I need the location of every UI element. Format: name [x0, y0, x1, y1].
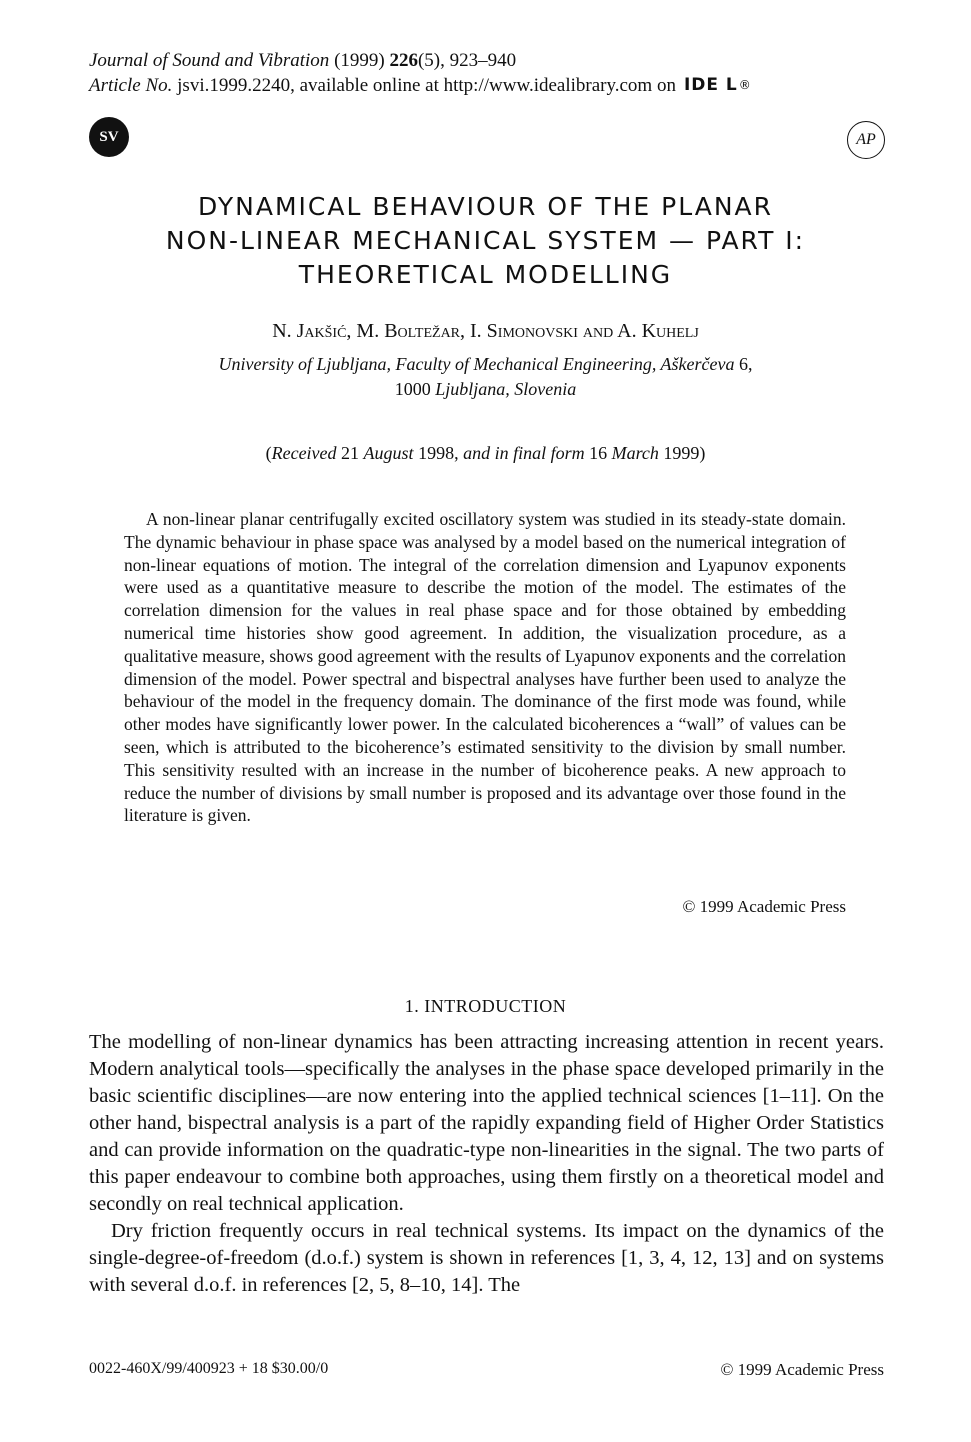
ap-logo-text: AP	[856, 131, 876, 148]
journal-year: (1999)	[334, 50, 385, 71]
footer-code: 0022-460X/99/400923 + 18 $30.00/0	[89, 1360, 329, 1377]
title-line: DYNAMICAL BEHAVIOUR OF THE PLANAR	[197, 192, 774, 221]
received-dates	[0, 443, 971, 464]
journal-citation	[89, 48, 752, 73]
affiliation-number: 6,	[739, 354, 753, 374]
ap-logo-icon	[847, 121, 885, 159]
paragraph: Dry friction frequently occurs in real technical systems. Its impact on the dynamics of the single-degree-of-freedom (d.o.f.) system is shown in references [1, 3, 4, 12, 13] and on systems with several d.o.f. in references [2, 5, 8–10, 14]. The	[89, 1220, 884, 1296]
section-heading: 1. INTRODUCTION	[404, 996, 567, 1016]
affiliation-line-1	[0, 352, 971, 377]
paragraph: The modelling of non-linear dynamics has been attracting increasing attention in recent years. Modern analytical tools—specifically the analyses in the phase space developed primarily in the basic scientific disciplines—are now entering into the applied technical sciences [1–11]. On the other hand, bispectral analysis is a part of the rapidly expanding field of Higher Order Statistics and can provide information on the quadratic-type non-linearities in the signal. The two parts of this paper endeavour to combine both approaches, using them firstly on a theoretical model and secondly on real technical application.	[89, 1031, 884, 1215]
journal-name: Journal of Sound and Vibration	[89, 50, 330, 71]
sv-seal-icon	[89, 117, 129, 157]
title-line: THEORETICAL MODELLING	[298, 260, 673, 289]
affiliation-postcode: 1000	[394, 379, 431, 399]
journal-volume: 226	[389, 50, 418, 71]
ideal-logo-text: IDE L	[683, 75, 738, 95]
affiliation	[0, 352, 971, 402]
journal-issue-pages: (5), 923–940	[417, 50, 517, 71]
affiliation-city: Ljubljana, Slovenia	[435, 379, 577, 399]
final-day: 16	[589, 443, 608, 463]
received-open: (	[265, 443, 272, 463]
affiliation-institution: University of Ljubljana, Faculty of Mechanical Engineering, Aškerčeva	[218, 354, 735, 374]
final-year: 1999)	[663, 443, 706, 463]
author-list: N. Jakšić, M. Boltežar, I. Simonovski and A. Kuhelj	[272, 320, 699, 342]
abstract-copyright: © 1999 Academic Press	[682, 897, 846, 916]
received-label: Received	[271, 443, 337, 463]
affiliation-line-2	[0, 377, 971, 402]
body-text	[89, 1029, 884, 1299]
received-month: August	[363, 443, 414, 463]
paper-title	[0, 190, 971, 292]
final-form-label: and in final form	[463, 443, 585, 463]
footer-copyright: © 1999 Academic Press	[720, 1360, 884, 1379]
journal-header	[89, 48, 752, 98]
article-text: jsvi.1999.2240, available online at http://www.idealibrary.com on	[177, 75, 676, 96]
received-year: 1998,	[418, 443, 459, 463]
abstract: A non-linear planar centrifugally excited oscillatory system was studied in its steady-state domain. The dynamic behaviour in phase space was analysed by a model based on the numerical integration of non-linear equations of motion. The integral of the correlation dimension and Lyapunov exponents were used as a quantitative measure to describe the motion of the model. The estimates of the correlation dimension for the values in real phase space and for those obtained by embedding numerical time histories show good agreement. In addition, the visualization procedure, as a qualitative measure, shows good agreement with the results of Lyapunov exponents and the correlation dimension of the model. Power spectral and bispectral analyses have further been used to analyze the behaviour of the model in the frequency domain. The dominance of the first mode was found, while other modes have significantly lower power. In the calculated bicoherences a “wall” of values can be seen, which is attributed to the bicoherence’s estimated sensitivity to the division by small number. This sensitivity resulted with an increase in the number of bicoherence peaks. A new approach to reduce the number of divisions by small number is proposed and its advantage over those found in the literature is given.	[124, 509, 846, 826]
article-label: Article No.	[89, 75, 173, 96]
ideal-registered-mark: ®	[738, 78, 752, 92]
article-line	[89, 73, 752, 98]
sv-logo-text: SV	[99, 128, 119, 145]
received-day: 21	[341, 443, 360, 463]
ideal-logo-icon	[684, 73, 752, 98]
title-line: NON-LINEAR MECHANICAL SYSTEM — PART I:	[165, 226, 806, 255]
final-month: March	[611, 443, 659, 463]
